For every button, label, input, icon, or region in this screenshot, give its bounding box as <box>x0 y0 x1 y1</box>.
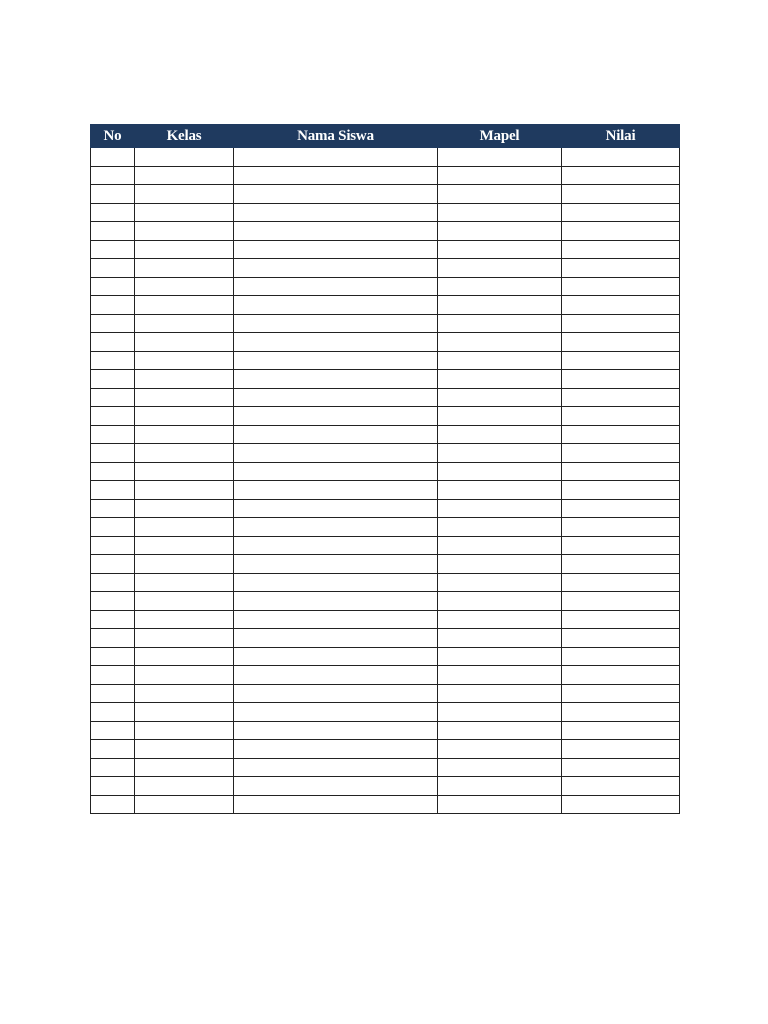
cell-kelas[interactable] <box>135 610 234 629</box>
cell-kelas[interactable] <box>135 647 234 666</box>
cell-mapel[interactable] <box>438 203 562 222</box>
cell-nama-siswa[interactable] <box>234 795 438 814</box>
cell-nama-siswa[interactable] <box>234 259 438 278</box>
cell-kelas[interactable] <box>135 481 234 500</box>
grade-sheet <box>90 124 679 814</box>
cell-mapel[interactable] <box>438 758 562 777</box>
cell-mapel[interactable] <box>438 499 562 518</box>
table-body <box>91 148 680 814</box>
cell-nilai[interactable] <box>562 425 680 444</box>
cell-kelas[interactable] <box>135 684 234 703</box>
cell-mapel[interactable] <box>438 222 562 241</box>
cell-kelas[interactable] <box>135 721 234 740</box>
cell-nilai[interactable] <box>562 666 680 685</box>
cell-kelas[interactable] <box>135 573 234 592</box>
cell-no[interactable] <box>91 148 135 167</box>
cell-kelas[interactable] <box>135 296 234 315</box>
table-row <box>91 240 680 259</box>
table-row <box>91 351 680 370</box>
table-row <box>91 259 680 278</box>
cell-mapel[interactable] <box>438 240 562 259</box>
cell-mapel[interactable] <box>438 536 562 555</box>
cell-no[interactable] <box>91 499 135 518</box>
cell-nilai[interactable] <box>562 148 680 167</box>
cell-nilai[interactable] <box>562 610 680 629</box>
cell-nama-siswa[interactable] <box>234 351 438 370</box>
table-row <box>91 277 680 296</box>
cell-no[interactable] <box>91 555 135 574</box>
cell-nilai[interactable] <box>562 314 680 333</box>
cell-kelas[interactable] <box>135 592 234 611</box>
cell-kelas[interactable] <box>135 351 234 370</box>
cell-no[interactable] <box>91 740 135 759</box>
cell-no[interactable] <box>91 518 135 537</box>
table-row <box>91 610 680 629</box>
table-row <box>91 462 680 481</box>
cell-nilai[interactable] <box>562 277 680 296</box>
cell-no[interactable] <box>91 629 135 648</box>
cell-no[interactable] <box>91 536 135 555</box>
cell-mapel[interactable] <box>438 684 562 703</box>
cell-nilai[interactable] <box>562 518 680 537</box>
cell-nama-siswa[interactable] <box>234 277 438 296</box>
cell-no[interactable] <box>91 573 135 592</box>
cell-nama-siswa[interactable] <box>234 758 438 777</box>
cell-no[interactable] <box>91 333 135 352</box>
cell-no[interactable] <box>91 684 135 703</box>
cell-no[interactable] <box>91 277 135 296</box>
cell-mapel[interactable] <box>438 666 562 685</box>
cell-no[interactable] <box>91 222 135 241</box>
cell-nilai[interactable] <box>562 388 680 407</box>
table-row <box>91 166 680 185</box>
cell-nilai[interactable] <box>562 536 680 555</box>
table-row <box>91 555 680 574</box>
cell-mapel[interactable] <box>438 592 562 611</box>
cell-kelas[interactable] <box>135 462 234 481</box>
table-row <box>91 148 680 167</box>
cell-nama-siswa[interactable] <box>234 370 438 389</box>
cell-nilai[interactable] <box>562 481 680 500</box>
cell-nama-siswa[interactable] <box>234 777 438 796</box>
cell-no[interactable] <box>91 481 135 500</box>
cell-nama-siswa[interactable] <box>234 240 438 259</box>
cell-no[interactable] <box>91 703 135 722</box>
table-row <box>91 647 680 666</box>
cell-kelas[interactable] <box>135 555 234 574</box>
cell-nilai[interactable] <box>562 629 680 648</box>
cell-kelas[interactable] <box>135 240 234 259</box>
header-no: No <box>91 125 135 148</box>
cell-nilai[interactable] <box>562 203 680 222</box>
cell-no[interactable] <box>91 425 135 444</box>
cell-kelas[interactable] <box>135 407 234 426</box>
cell-nilai[interactable] <box>562 333 680 352</box>
cell-nama-siswa[interactable] <box>234 407 438 426</box>
cell-no[interactable] <box>91 758 135 777</box>
cell-mapel[interactable] <box>438 407 562 426</box>
cell-nilai[interactable] <box>562 351 680 370</box>
cell-nama-siswa[interactable] <box>234 185 438 204</box>
cell-mapel[interactable] <box>438 795 562 814</box>
table-row <box>91 536 680 555</box>
header-kelas: Kelas <box>135 125 234 148</box>
cell-nilai[interactable] <box>562 185 680 204</box>
cell-mapel[interactable] <box>438 573 562 592</box>
cell-nama-siswa[interactable] <box>234 518 438 537</box>
cell-no[interactable] <box>91 185 135 204</box>
cell-kelas[interactable] <box>135 185 234 204</box>
cell-nama-siswa[interactable] <box>234 740 438 759</box>
table-row <box>91 203 680 222</box>
cell-nama-siswa[interactable] <box>234 573 438 592</box>
cell-no[interactable] <box>91 203 135 222</box>
cell-kelas[interactable] <box>135 277 234 296</box>
cell-nilai[interactable] <box>562 573 680 592</box>
table-row <box>91 499 680 518</box>
cell-mapel[interactable] <box>438 629 562 648</box>
cell-no[interactable] <box>91 666 135 685</box>
cell-kelas[interactable] <box>135 388 234 407</box>
table-row <box>91 425 680 444</box>
cell-no[interactable] <box>91 240 135 259</box>
cell-nama-siswa[interactable] <box>234 333 438 352</box>
cell-mapel[interactable] <box>438 444 562 463</box>
cell-mapel[interactable] <box>438 166 562 185</box>
cell-nilai[interactable] <box>562 296 680 315</box>
cell-nama-siswa[interactable] <box>234 314 438 333</box>
cell-nilai[interactable] <box>562 740 680 759</box>
cell-mapel[interactable] <box>438 647 562 666</box>
table-row <box>91 573 680 592</box>
table-row <box>91 740 680 759</box>
cell-mapel[interactable] <box>438 462 562 481</box>
table-row <box>91 222 680 241</box>
cell-nilai[interactable] <box>562 222 680 241</box>
table-row <box>91 721 680 740</box>
cell-nilai[interactable] <box>562 795 680 814</box>
cell-nama-siswa[interactable] <box>234 647 438 666</box>
table-row <box>91 703 680 722</box>
table-row <box>91 629 680 648</box>
cell-kelas[interactable] <box>135 444 234 463</box>
cell-mapel[interactable] <box>438 721 562 740</box>
table-row <box>91 758 680 777</box>
cell-nilai[interactable] <box>562 555 680 574</box>
cell-nama-siswa[interactable] <box>234 721 438 740</box>
cell-no[interactable] <box>91 370 135 389</box>
cell-no[interactable] <box>91 592 135 611</box>
table-row <box>91 370 680 389</box>
cell-nilai[interactable] <box>562 647 680 666</box>
cell-mapel[interactable] <box>438 370 562 389</box>
table-row <box>91 185 680 204</box>
table-row <box>91 388 680 407</box>
cell-no[interactable] <box>91 296 135 315</box>
cell-nama-siswa[interactable] <box>234 629 438 648</box>
cell-mapel[interactable] <box>438 740 562 759</box>
cell-no[interactable] <box>91 647 135 666</box>
cell-mapel[interactable] <box>438 703 562 722</box>
cell-kelas[interactable] <box>135 536 234 555</box>
cell-nama-siswa[interactable] <box>234 703 438 722</box>
cell-nama-siswa[interactable] <box>234 203 438 222</box>
cell-kelas[interactable] <box>135 314 234 333</box>
cell-no[interactable] <box>91 166 135 185</box>
cell-nama-siswa[interactable] <box>234 444 438 463</box>
cell-nama-siswa[interactable] <box>234 222 438 241</box>
cell-no[interactable] <box>91 777 135 796</box>
cell-nilai[interactable] <box>562 592 680 611</box>
cell-kelas[interactable] <box>135 222 234 241</box>
header-nama-siswa: Nama Siswa <box>234 125 438 148</box>
cell-nilai[interactable] <box>562 758 680 777</box>
cell-nilai[interactable] <box>562 370 680 389</box>
header-row <box>91 125 680 148</box>
cell-mapel[interactable] <box>438 351 562 370</box>
cell-nama-siswa[interactable] <box>234 555 438 574</box>
cell-kelas[interactable] <box>135 629 234 648</box>
cell-mapel[interactable] <box>438 555 562 574</box>
cell-no[interactable] <box>91 407 135 426</box>
cell-no[interactable] <box>91 721 135 740</box>
cell-nilai[interactable] <box>562 259 680 278</box>
table-row <box>91 777 680 796</box>
cell-kelas[interactable] <box>135 333 234 352</box>
cell-mapel[interactable] <box>438 425 562 444</box>
cell-nama-siswa[interactable] <box>234 536 438 555</box>
table-row <box>91 592 680 611</box>
cell-kelas[interactable] <box>135 518 234 537</box>
cell-no[interactable] <box>91 351 135 370</box>
cell-nama-siswa[interactable] <box>234 296 438 315</box>
cell-kelas[interactable] <box>135 148 234 167</box>
cell-nama-siswa[interactable] <box>234 388 438 407</box>
cell-kelas[interactable] <box>135 795 234 814</box>
cell-mapel[interactable] <box>438 610 562 629</box>
cell-nilai[interactable] <box>562 444 680 463</box>
cell-nama-siswa[interactable] <box>234 499 438 518</box>
cell-kelas[interactable] <box>135 203 234 222</box>
cell-nilai[interactable] <box>562 777 680 796</box>
cell-mapel[interactable] <box>438 333 562 352</box>
cell-kelas[interactable] <box>135 758 234 777</box>
cell-kelas[interactable] <box>135 703 234 722</box>
cell-mapel[interactable] <box>438 259 562 278</box>
table-row <box>91 444 680 463</box>
table-header <box>91 125 680 148</box>
table-row <box>91 795 680 814</box>
cell-no[interactable] <box>91 795 135 814</box>
cell-kelas[interactable] <box>135 499 234 518</box>
table-row <box>91 296 680 315</box>
grade-table <box>90 124 680 814</box>
cell-mapel[interactable] <box>438 518 562 537</box>
cell-mapel[interactable] <box>438 388 562 407</box>
cell-kelas[interactable] <box>135 740 234 759</box>
table-row <box>91 481 680 500</box>
cell-nilai[interactable] <box>562 703 680 722</box>
cell-kelas[interactable] <box>135 425 234 444</box>
header-mapel: Mapel <box>438 125 562 148</box>
cell-kelas[interactable] <box>135 259 234 278</box>
cell-nilai[interactable] <box>562 499 680 518</box>
cell-nama-siswa[interactable] <box>234 481 438 500</box>
cell-mapel[interactable] <box>438 277 562 296</box>
cell-mapel[interactable] <box>438 296 562 315</box>
cell-nilai[interactable] <box>562 166 680 185</box>
cell-no[interactable] <box>91 462 135 481</box>
cell-nama-siswa[interactable] <box>234 592 438 611</box>
cell-nama-siswa[interactable] <box>234 148 438 167</box>
cell-mapel[interactable] <box>438 185 562 204</box>
cell-nilai[interactable] <box>562 240 680 259</box>
cell-nama-siswa[interactable] <box>234 166 438 185</box>
cell-nama-siswa[interactable] <box>234 462 438 481</box>
cell-mapel[interactable] <box>438 148 562 167</box>
cell-nama-siswa[interactable] <box>234 610 438 629</box>
table-row <box>91 666 680 685</box>
cell-no[interactable] <box>91 610 135 629</box>
cell-nama-siswa[interactable] <box>234 425 438 444</box>
table-row <box>91 314 680 333</box>
table-row <box>91 518 680 537</box>
cell-no[interactable] <box>91 388 135 407</box>
table-row <box>91 684 680 703</box>
cell-nilai[interactable] <box>562 721 680 740</box>
cell-nilai[interactable] <box>562 684 680 703</box>
cell-mapel[interactable] <box>438 777 562 796</box>
cell-no[interactable] <box>91 259 135 278</box>
table-row <box>91 407 680 426</box>
cell-no[interactable] <box>91 314 135 333</box>
cell-mapel[interactable] <box>438 314 562 333</box>
cell-nama-siswa[interactable] <box>234 684 438 703</box>
cell-mapel[interactable] <box>438 481 562 500</box>
cell-kelas[interactable] <box>135 166 234 185</box>
cell-nama-siswa[interactable] <box>234 666 438 685</box>
header-nilai: Nilai <box>562 125 680 148</box>
cell-kelas[interactable] <box>135 370 234 389</box>
cell-nilai[interactable] <box>562 462 680 481</box>
cell-no[interactable] <box>91 444 135 463</box>
cell-nilai[interactable] <box>562 407 680 426</box>
cell-kelas[interactable] <box>135 777 234 796</box>
table-row <box>91 333 680 352</box>
cell-kelas[interactable] <box>135 666 234 685</box>
